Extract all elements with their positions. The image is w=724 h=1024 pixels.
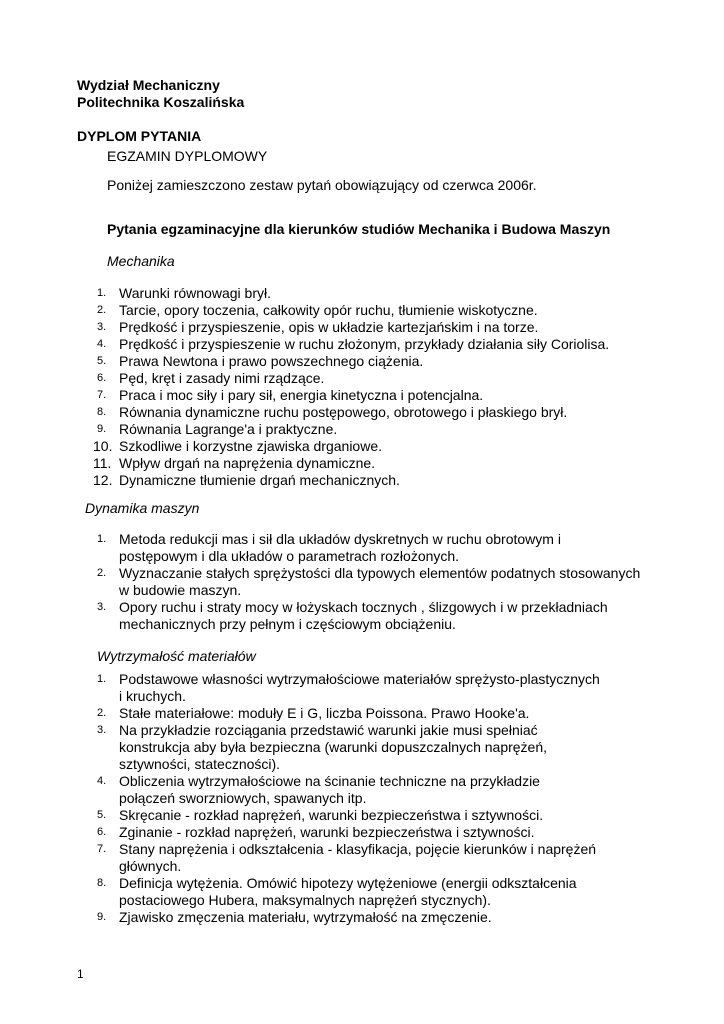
item-number: 3.: [97, 724, 107, 736]
list-item: [97, 353, 697, 370]
item-text-line: Zginanie - rozkład naprężeń, warunki bezpieczeństwa i sztywności.: [119, 824, 535, 840]
list-item: [97, 841, 697, 875]
item-number: 6.: [97, 826, 107, 838]
document-title: DYPLOM PYTANIA: [77, 128, 202, 144]
item-text-line: postaciowego Hubera, maksymalnych naprężeń stycznych).: [119, 892, 491, 908]
item-number: 7.: [97, 843, 107, 855]
item-text-line: mechanicznych przy pełnym i częściowym obciążeniu.: [119, 616, 456, 632]
item-number: 7.: [97, 389, 107, 401]
section-title-dynamika-maszyn: Dynamika maszyn: [85, 500, 200, 516]
item-number: 12.: [93, 472, 113, 488]
list-item: [97, 824, 697, 841]
item-text-line: Tarcie, opory toczenia, całkowity opór ruchu, tłumienie wiskotyczne.: [119, 302, 538, 318]
intro-text: Poniżej zamieszczono zestaw pytań obowiązujący od czerwca 2006r.: [107, 177, 537, 193]
document-subtitle: EGZAMIN DYPLOMOWY: [107, 148, 268, 164]
item-text-line: Praca i moc siły i pary sił, energia kinetyczna i potencjalna.: [119, 387, 484, 403]
item-text-line: Wyznaczanie stałych sprężystości dla typowych elementów podatnych stosowanych: [119, 565, 641, 581]
list-item: [97, 909, 697, 926]
question-list-wytrzymalosc: [97, 671, 697, 926]
item-text-line: Pęd, kręt i zasady nimi rządzące.: [119, 370, 325, 386]
item-text-line: Szkodliwe i korzystne zjawiska drganiowe.: [119, 438, 382, 454]
item-text-line: Prędkość i przyspieszenie w ruchu złożonym, przykłady działania siły Coriolisa.: [119, 336, 610, 352]
list-item: [97, 336, 697, 353]
item-number: 2.: [97, 567, 107, 579]
list-item: [97, 722, 697, 773]
list-item: [93, 472, 697, 489]
list-item: [97, 807, 697, 824]
item-text-line: w budowie maszyn.: [119, 582, 242, 598]
list-item: [97, 421, 697, 438]
item-text-line: Obliczenia wytrzymałościowe na ścinanie techniczne na przykładzie: [119, 773, 540, 789]
item-text-line: Prędkość i przyspieszenie, opis w układzie kartezjańskim i na torze.: [119, 319, 539, 335]
item-number: 8.: [97, 406, 107, 418]
list-item: [97, 531, 697, 565]
item-number: 9.: [97, 423, 107, 435]
item-number: 5.: [97, 809, 107, 821]
list-item: [97, 875, 697, 909]
list-item: [97, 387, 697, 404]
item-text-line: Stany naprężenia i odkształcenia - klasyfikacja, pojęcie kierunków i naprężeń: [119, 841, 597, 857]
item-text-line: Wpływ drgań na naprężenia dynamiczne.: [119, 455, 376, 471]
question-list-dynamika-maszyn: [97, 531, 697, 633]
list-item: [93, 455, 697, 472]
question-list-mechanika: [93, 285, 697, 489]
list-item: [97, 370, 697, 387]
item-text-line: Równania dynamiczne ruchu postępowego, obrotowego i płaskiego brył.: [119, 404, 568, 420]
item-number: 9.: [97, 911, 107, 923]
list-item: [97, 565, 697, 599]
item-text-line: Metoda redukcji mas i sił dla układów dyskretnych w ruchu obrotowym i: [119, 531, 561, 547]
list-item: [97, 319, 697, 336]
item-text-line: Skręcanie - rozkład naprężeń, warunki bezpieczeństwa i sztywności.: [119, 807, 544, 823]
item-text-line: głównych.: [119, 858, 182, 874]
item-number: 2.: [97, 707, 107, 719]
item-number: 3.: [97, 601, 107, 613]
item-number: 1.: [97, 673, 107, 685]
list-item: [97, 285, 697, 302]
item-text-line: Podstawowe własności wytrzymałościowe materiałów sprężysto-plastycznych: [119, 671, 600, 687]
item-number: 11.: [93, 455, 112, 471]
item-text-line: połączeń sworzniowych, spawanych itp.: [119, 790, 367, 806]
item-number: 5.: [97, 355, 107, 367]
item-text-line: Na przykładzie rozciągania przedstawić warunki jakie musi spełniać: [119, 722, 538, 738]
item-text-line: Warunki równowagi brył.: [119, 285, 271, 301]
item-text-line: Prawa Newtona i prawo powszechnego ciążenia.: [119, 353, 424, 369]
item-text-line: postępowym i dla układów o parametrach rozłożonych.: [119, 548, 460, 564]
faculty-name: Wydział Mechaniczny: [77, 77, 220, 93]
section-title-mechanika: Mechanika: [107, 253, 175, 269]
item-text-line: Równania Lagrange'a i praktyczne.: [119, 421, 338, 437]
item-number: 6.: [97, 372, 107, 384]
item-text-line: Definicja wytężenia. Omówić hipotezy wytężeniowe (energii odkształcenia: [119, 875, 577, 891]
item-text-line: Stałe materiałowe: moduły E i G, liczba Poissona. Prawo Hooke'a.: [119, 705, 530, 721]
section-title-wytrzymalosc: Wytrzymałość materiałów: [97, 648, 256, 664]
university-name: Politechnika Koszalińska: [77, 94, 245, 110]
item-number: 10.: [93, 438, 113, 454]
list-item: [97, 404, 697, 421]
item-text-line: konstrukcja aby była bezpieczna (warunki dopuszczalnych naprężeń,: [119, 739, 548, 755]
page-number: 1: [77, 967, 84, 981]
item-text-line: Dynamiczne tłumienie drgań mechanicznych.: [119, 472, 400, 488]
item-text-line: sztywności, stateczności).: [119, 756, 281, 772]
list-item: [97, 705, 697, 722]
item-text-line: Opory ruchu i straty mocy w łożyskach tocznych , ślizgowych i w przekładniach: [119, 599, 608, 615]
list-item: [97, 599, 697, 633]
item-number: 1.: [97, 287, 107, 299]
item-number: 4.: [97, 775, 107, 787]
main-heading: Pytania egzaminacyjne dla kierunków studiów Mechanika i Budowa Maszyn: [107, 221, 611, 237]
item-text-line: i kruchych.: [119, 688, 186, 704]
list-item: [93, 438, 697, 455]
list-item: [97, 302, 697, 319]
item-number: 1.: [97, 533, 107, 545]
item-number: 3.: [97, 321, 107, 333]
item-number: 2.: [97, 304, 107, 316]
item-text-line: Zjawisko zmęczenia materiału, wytrzymałość na zmęczenie.: [119, 909, 492, 925]
list-item: [97, 671, 697, 705]
item-number: 8.: [97, 877, 107, 889]
list-item: [97, 773, 697, 807]
item-number: 4.: [97, 338, 107, 350]
